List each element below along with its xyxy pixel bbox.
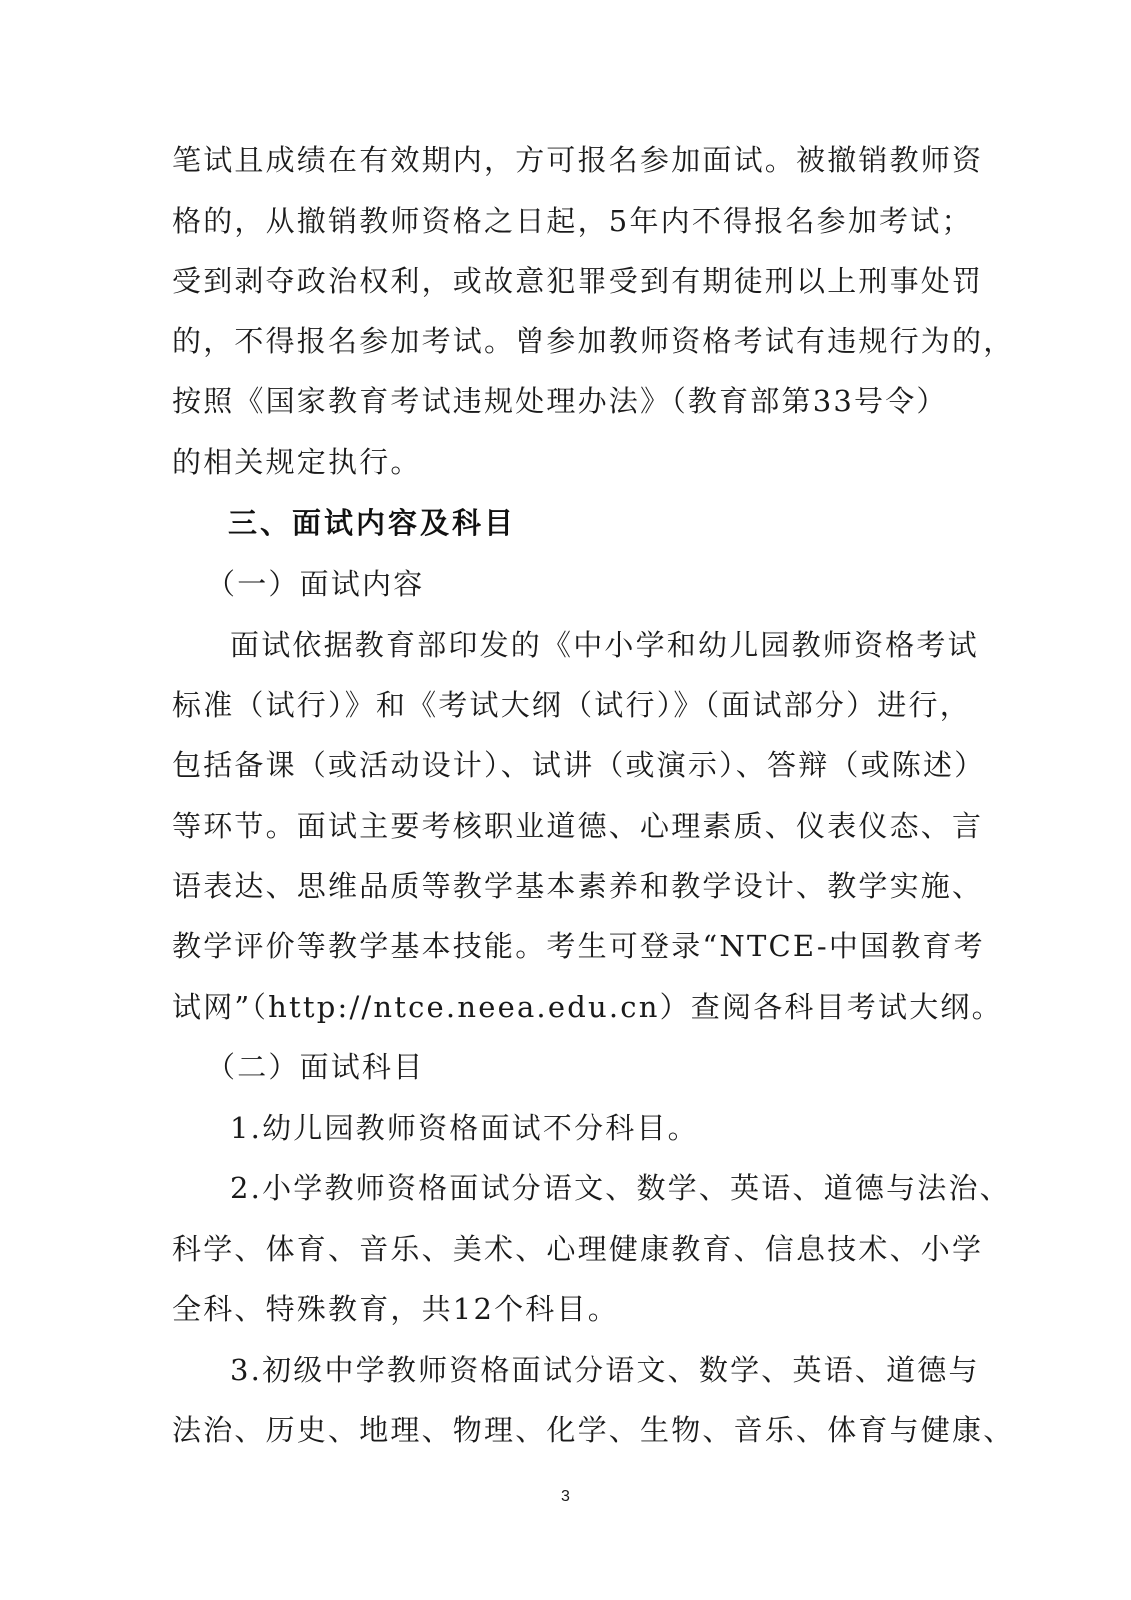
list-item: 3.初级中学教师资格面试分语文、数学、英语、道德与	[230, 1353, 980, 1387]
body-text-line: 科学、体育、音乐、美术、心理健康教育、信息技术、小学	[172, 1232, 984, 1266]
list-item: 2.小学教师资格面试分语文、数学、英语、道德与法治、	[230, 1171, 1011, 1205]
body-text-line: 法治、历史、地理、物理、化学、生物、音乐、体育与健康、	[172, 1413, 1015, 1447]
body-text-line: 按照《国家教育考试违规处理办法》（教育部第33号令）	[172, 384, 948, 418]
section-heading: 三、面试内容及科目	[228, 506, 517, 540]
body-text-line: 试网”（http://ntce.neea.edu.cn）查阅各科目考试大纲。	[172, 990, 1003, 1024]
body-text-line: 语表达、思维品质等教学基本素养和教学设计、教学实施、	[172, 869, 984, 903]
body-text-line: 包括备课（或活动设计）、试讲（或演示）、答辩（或陈述）	[172, 748, 986, 782]
body-text-line: 标准（试行）》和《考试大纲（试行）》（面试部分）进行，	[172, 688, 971, 722]
subsection-heading: （二）面试科目	[206, 1050, 425, 1084]
body-text-line: 等环节。面试主要考核职业道德、心理素质、仪表仪态、言	[172, 809, 984, 843]
body-text-line: 全科、特殊教育，共12个科目。	[172, 1292, 619, 1326]
body-text-line: 受到剥夺政治权利，或故意犯罪受到有期徒刑以上刑事处罚	[172, 264, 984, 298]
body-text-line: 的，不得报名参加考试。曾参加教师资格考试有违规行为的，	[172, 324, 1015, 358]
paragraph-first-line: 面试依据教育部印发的《中小学和幼儿园教师资格考试	[230, 628, 979, 662]
body-text-line: 格的，从撤销教师资格之日起，5年内不得报名参加考试；	[172, 204, 973, 238]
list-item: 1.幼儿园教师资格面试不分科目。	[230, 1111, 699, 1145]
body-text-line: 教学评价等教学基本技能。考生可登录“NTCE-中国教育考	[172, 929, 985, 963]
subsection-heading: （一）面试内容	[206, 567, 425, 601]
body-text-line: 的相关规定执行。	[172, 445, 422, 479]
body-text-line: 笔试且成绩在有效期内，方可报名参加面试。被撤销教师资	[172, 143, 984, 177]
page-number: 3	[561, 1488, 570, 1505]
